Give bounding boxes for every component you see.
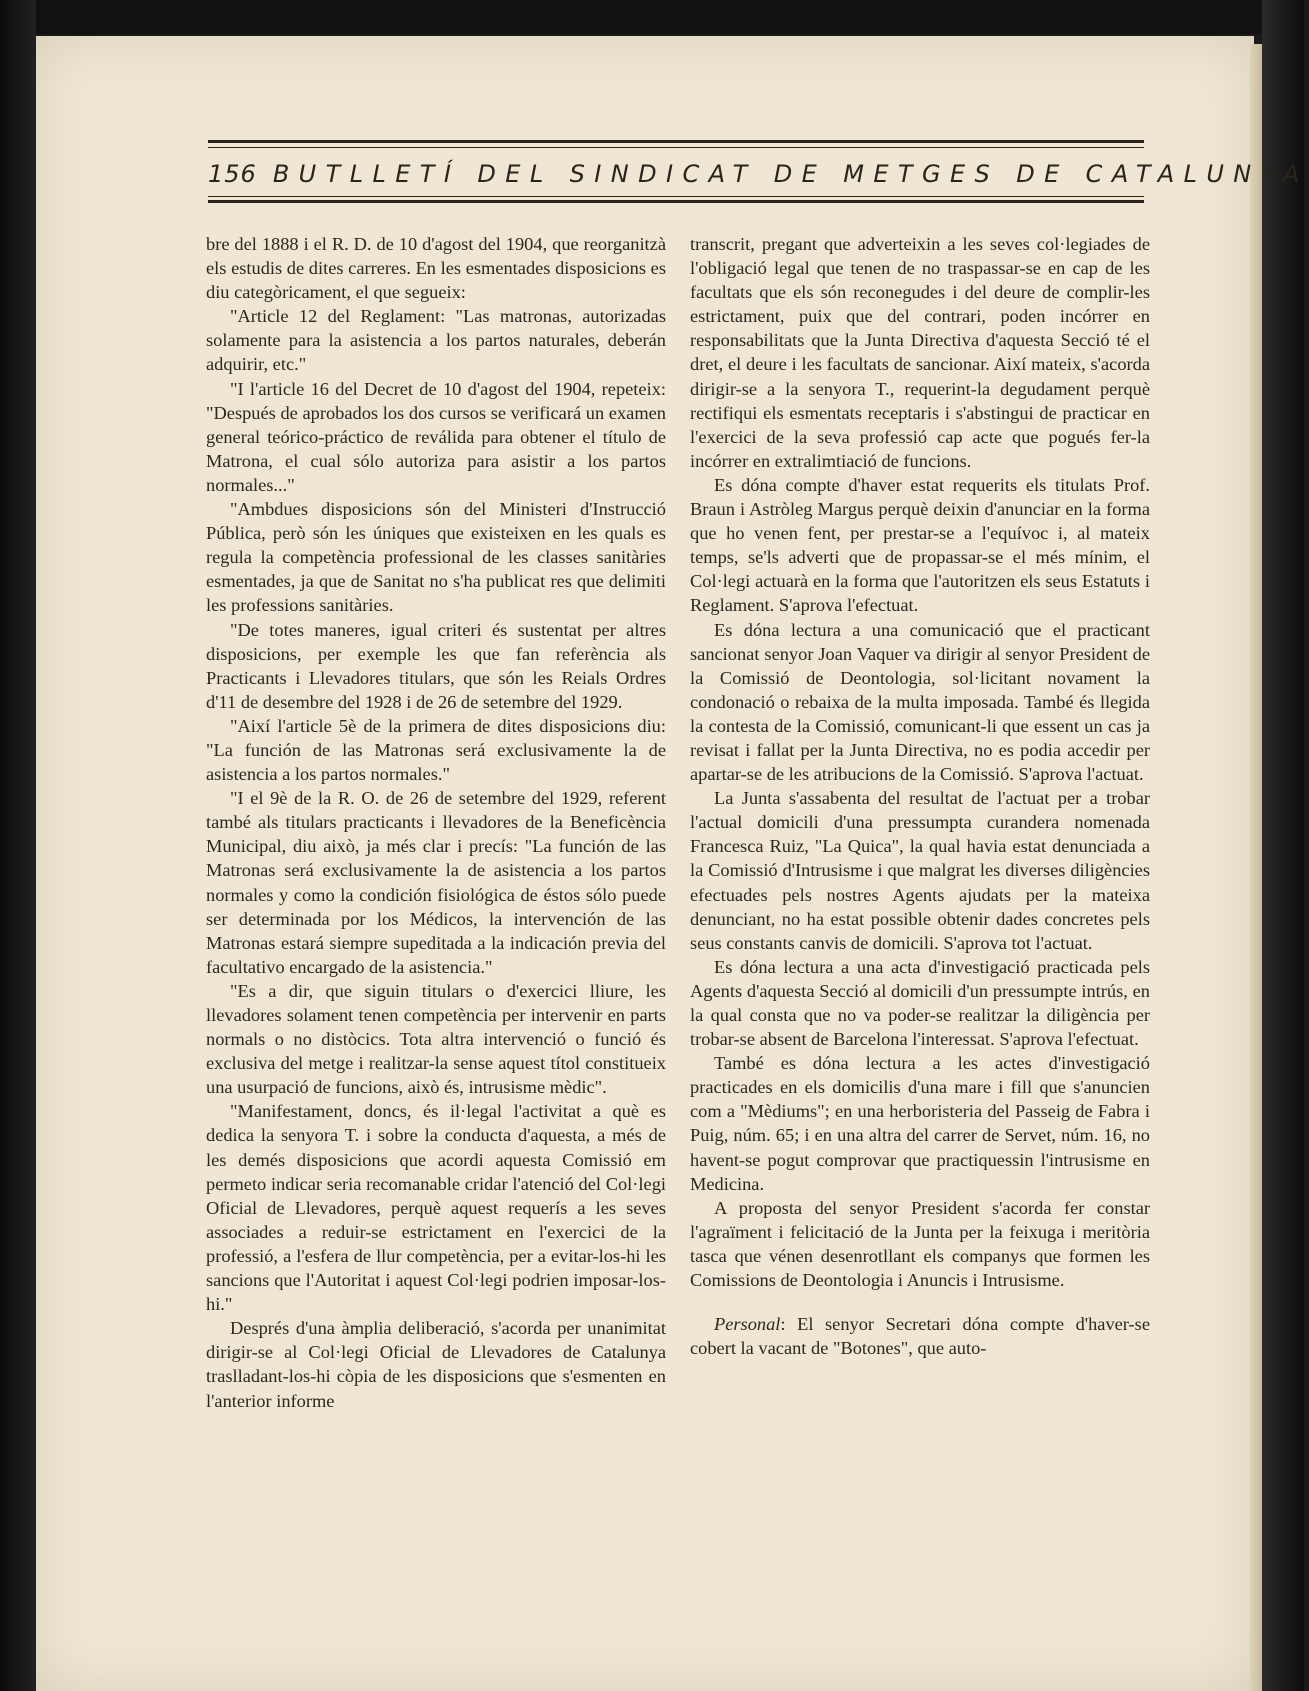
scan-top-edge [0,0,1304,34]
scan-right-edge [1262,0,1304,1691]
running-head [208,156,1309,192]
left-column [206,232,666,1413]
journal-title: BUTLLETÍ DEL SINDICAT DE METGES DE CATALUNYA [272,160,1309,188]
paragraph: "Manifestament, doncs, és il·legal l'activitat a què es dedica la senyora T. i sobre la conducta d'aquesta, a més de les demés disposicions que acordi aquesta Comissió em permeto indicar seria recomanable cridar l'atenció del Col·legi Oficial de Llevadores, perquè aquest requerís a les seves associades a reduir-se estrictament en l'exercici de la professió, a l'esfera de llur competència, per a evitar-los-hi les sancions que l'Autoritat i aquest Col·legi podrien imposar-los-hi." [206,1101,666,1315]
page-number: 156 [208,160,257,188]
paragraph: Es dóna lectura a una acta d'investigació practicada pels Agents d'aquesta Secció al domicili d'un pressumpte intrús, en la qual consta que no va poder-se realitzar la diligència per trobar-se absent de Barcelona l'interessat. S'aprova l'efectuat. [690,956,1150,1050]
paragraph: "De totes maneres, igual criteri és sustentat per altres disposicions, per exemple les que fan referència als Practicants i Llevadores titulars, que són les Reials Ordres d'11 de desembre del 1928 i de 26 de setembre del 1929. [206,619,666,712]
paragraph: bre del 1888 i el R. D. de 10 d'agost del 1904, que reorganitzà els estudis de dites carreres. En les esmentades disposicions es diu categòricament, el que segueix: [206,234,666,303]
personal-text: : El senyor Secretari dóna compte d'haver-se cobert la vacant de "Botones", que auto- [690,1314,1150,1359]
paragraph: "Es a dir, que siguin titulars o d'exercici lliure, les llevadores solament tenen competència per intervenir en parts normals o no distòcics. Tota altra intervenció o funció és exclusiva del metge i realitzar-la sense aquest títol constitueix una usurpació de funcions, això és, intrusisme mèdic". [206,980,666,1098]
personal-paragraph [690,1312,1150,1360]
header-rule-bottom-thick [208,200,1144,203]
adjacent-page-strip [1250,44,1262,1691]
paragraph: transcrit, pregant que adverteixin a les seves col·legiades de l'obligació legal que tenen de no traspassar-se en cap de les facultats que els són reconegudes i del deure de complir-les estrictament, puix que del contrari, poden incórrer en responsabilitats que la Junta Directiva d'aquesta Secció té el dret, el deure i les facultats de sancionar. Així mateix, s'acorda dirigir-se a la senyora T., requerint-la degudament perquè rectifiqui els esmentats receptaris i s'abstingui de practicar en l'exercici de la seva professió cap acte que pogués fer-la incórrer en extralimtiació de funcions. [690,234,1150,471]
header-rule-bottom-thin [208,196,1144,197]
paragraph: Es dóna lectura a una comunicació que el practicant sancionat senyor Joan Vaquer va dirigir al senyor President de la Comissió de Deontologia, sol·licitant novament la condonació o rebaixa de la multa imposada. També és llegida la contesta de la Comissió, comunicant-li que essent un cas ja revisat i fallat per la Junta Directiva, no es podia accedir per apartar-se de les atribucions de la Comissió. S'aprova l'actuat. [690,619,1150,785]
header-rule-top-thin [208,147,1144,148]
scan-left-edge [0,0,36,1691]
header-rule-top-thick [208,140,1144,143]
paragraph: "I l'article 16 del Decret de 10 d'agost del 1904, repeteix: "Después de aprobados los dos cursos se verificará un examen general teórico-práctico de reválida para obtener el título de Matrona, el cual sólo autoriza para asistir a los partos normales..." [206,378,666,495]
paragraph: La Junta s'assabenta del resultat de l'actuat per a trobar l'actual domicili d'una pressumpta curandera nomenada Francesca Ruiz, "La Quica", la qual havia estat denunciada a la Comissió d'Intrusisme i que malgrat les diverses diligències efectuades pels nostres Agents ajudats per la mateixa denunciant, no ha estat possible obtenir dades concretes pels seus constants canvis de domicili. S'aprova tot l'actuat. [690,788,1150,953]
paragraph: "Article 12 del Reglament: "Las matronas, autorizadas solamente para la asistencia a los partos naturales, deberán adquirir, etc." [206,306,666,375]
paragraph: A proposta del senyor President s'acorda fer constar l'agraïment i felicitació de la Junta per la feixuga i meritòria tasca que vénen desenrotllant els companys que formen les Comissions de Deontologia i Anuncis i Intrusisme. [690,1197,1150,1291]
paragraph: "Ambdues disposicions són del Ministeri d'Instrucció Pública, però són les úniques que existeixen en les quals es regula la competència professional de les classes sanitàries esmentades, ja que de Sanitat no s'ha publicat res que delimiti les professions sanitàries. [206,499,666,616]
paragraph: També es dóna lectura a les actes d'investigació practicades en els domicilis d'una mare i fill que s'anuncien com a "Mèdiums"; en una herboristeria del Passeig de Fabra i Puig, núm. 65; i en una altra del carrer de Servet, núm. 16, no havent-se pogut comprovar que practiquessin l'intrusisme en Medicina. [690,1053,1150,1194]
paragraph: "Així l'article 5è de la primera de dites disposicions diu: "La función de las Matronas será exclusivamente la de asistencia a los partos normales." [206,715,666,785]
right-column [690,232,1150,1360]
section-label-personal: Personal [714,1314,781,1335]
paragraph: "I el 9è de la R. O. de 26 de setembre del 1929, referent també als titulars practicants i llevadores de la Beneficència Municipal, diu això, ja més clar i precís: "La función de las Matronas será exclusivamente la de asistencia a los partos normales y como la condición fisiológica de éstos sólo puede ser determinada por los Médicos, la intervención de las Matronas estará siempre supeditada a la indicación previa del facultativo encargado de la asistencia." [206,788,666,977]
paragraph: Es dóna compte d'haver estat requerits els titulats Prof. Braun i Astròleg Margus perquè deixin d'anunciar en la forma que ho venen fent, per prestar-se a l'equívoc i, al mateix temps, se'ls adverti que de propassar-se el més mínim, el Col·legi actuarà en la forma que l'autoritzen els seus Estatuts i Reglament. S'aprova l'efectuat. [690,474,1150,616]
paragraph: Després d'una àmplia deliberació, s'acorda per unanimitat dirigir-se al Col·legi Oficial de Llevadores de Catalunya traslladant-los-hi còpia de les disposicions que s'esmenten en l'anterior informe [206,1318,666,1411]
